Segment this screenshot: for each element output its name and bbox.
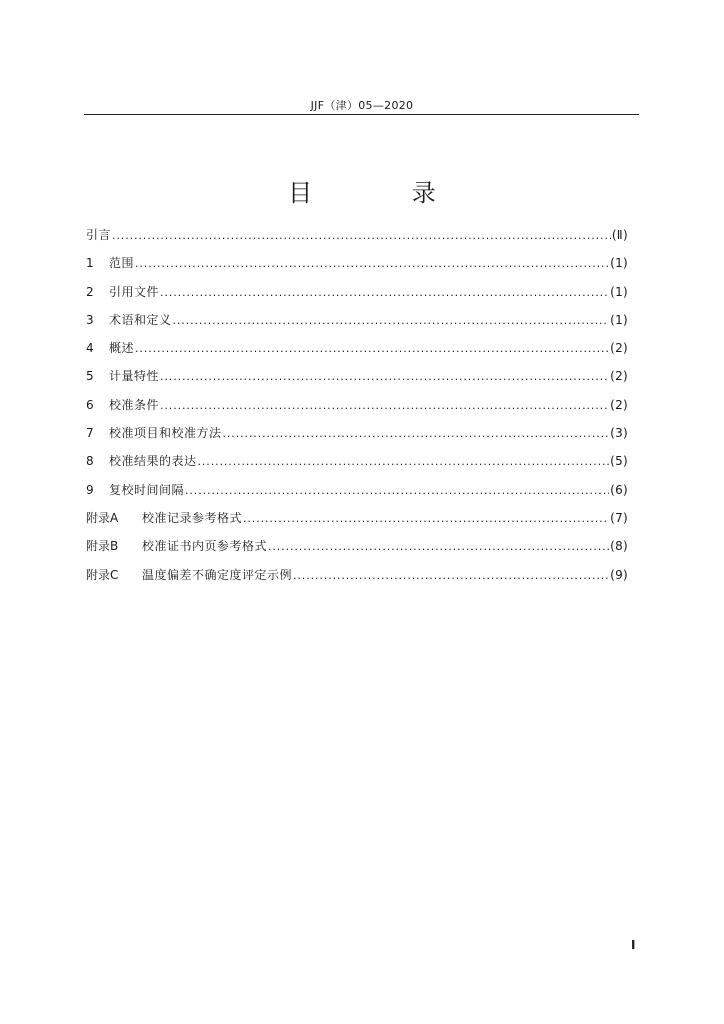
- toc-entry-page: (2): [610, 397, 628, 412]
- toc-entry-page: (2): [610, 369, 628, 384]
- toc-entry-page: (1): [610, 256, 628, 271]
- toc-entry-page: (9): [610, 567, 628, 582]
- toc-entry-text: 温度偏差不确定度评定示例: [142, 567, 293, 582]
- toc-entry-preface[interactable]: [86, 226, 628, 254]
- toc-entry-text: 校准条件: [109, 397, 160, 412]
- toc-entry-3[interactable]: [86, 311, 628, 339]
- toc-entry-text: 术语和定义: [109, 312, 172, 327]
- dot-leader: [243, 512, 609, 525]
- toc-entry-text: 范围: [109, 256, 135, 271]
- dot-leader: [223, 427, 610, 440]
- toc-entry-7[interactable]: [86, 424, 628, 452]
- toc-entry-page: (7): [610, 510, 628, 525]
- toc-entry-page: (3): [610, 426, 628, 441]
- dot-leader: [135, 257, 609, 270]
- page-number: I: [631, 938, 636, 952]
- toc-entry-text: 引用文件: [109, 284, 160, 299]
- table-of-contents: [86, 226, 628, 594]
- toc-entry-text: 复校时间间隔: [109, 482, 185, 497]
- dot-leader: [185, 484, 609, 497]
- dot-leader: [173, 314, 610, 327]
- toc-entry-page: (1): [610, 312, 628, 327]
- toc-entry-appendix-a[interactable]: [86, 509, 628, 537]
- toc-entry-page: (Ⅱ): [611, 228, 628, 242]
- toc-entry-text: 计量特性: [109, 369, 160, 384]
- toc-entry-4[interactable]: [86, 339, 628, 367]
- dot-leader: [160, 370, 609, 383]
- toc-entry-appendix-c[interactable]: [86, 566, 628, 594]
- toc-entry-1[interactable]: [86, 254, 628, 282]
- toc-entry-number: 6: [86, 397, 94, 412]
- toc-entry-9[interactable]: [86, 481, 628, 509]
- toc-entry-number: 1: [86, 256, 94, 271]
- dot-leader: [112, 229, 611, 242]
- toc-entry-number: 8: [86, 454, 94, 469]
- toc-entry-text: 校准证书内页参考格式: [142, 539, 268, 554]
- dot-leader: [268, 540, 609, 553]
- toc-entry-text: 校准结果的表达: [109, 454, 197, 469]
- toc-entry-number: 3: [86, 312, 94, 327]
- header-rule: [84, 114, 639, 115]
- toc-entry-appendix-b[interactable]: [86, 537, 628, 565]
- running-header: JJF（津）05—2020: [310, 99, 414, 112]
- toc-entry-number: 5: [86, 369, 94, 384]
- toc-entry-number: 附录A: [86, 510, 119, 525]
- page-title: 目 录: [288, 179, 482, 207]
- toc-entry-number: 9: [86, 482, 94, 497]
- toc-entry-text: 引言: [86, 228, 112, 242]
- toc-entry-number: 2: [86, 284, 94, 299]
- toc-entry-page: (1): [610, 284, 628, 299]
- toc-entry-6[interactable]: [86, 396, 628, 424]
- toc-entry-page: (2): [610, 341, 628, 356]
- toc-entry-page: (5): [610, 454, 628, 469]
- toc-entry-8[interactable]: [86, 452, 628, 480]
- toc-entry-5[interactable]: [86, 367, 628, 395]
- toc-entry-text: 校准项目和校准方法: [109, 426, 222, 441]
- toc-entry-text: 概述: [109, 341, 135, 356]
- toc-entry-2[interactable]: [86, 283, 628, 311]
- toc-entry-number: 附录B: [86, 539, 119, 554]
- dot-leader: [135, 342, 609, 355]
- toc-entry-number: 4: [86, 341, 94, 356]
- dot-leader: [198, 455, 610, 468]
- toc-entry-number: 附录C: [86, 567, 119, 582]
- toc-entry-page: (6): [610, 482, 628, 497]
- toc-entry-page: (8): [610, 539, 628, 554]
- dot-leader: [160, 286, 609, 299]
- toc-entry-number: 7: [86, 426, 94, 441]
- toc-entry-text: 校准记录参考格式: [142, 510, 243, 525]
- dot-leader: [293, 569, 609, 582]
- dot-leader: [160, 399, 609, 412]
